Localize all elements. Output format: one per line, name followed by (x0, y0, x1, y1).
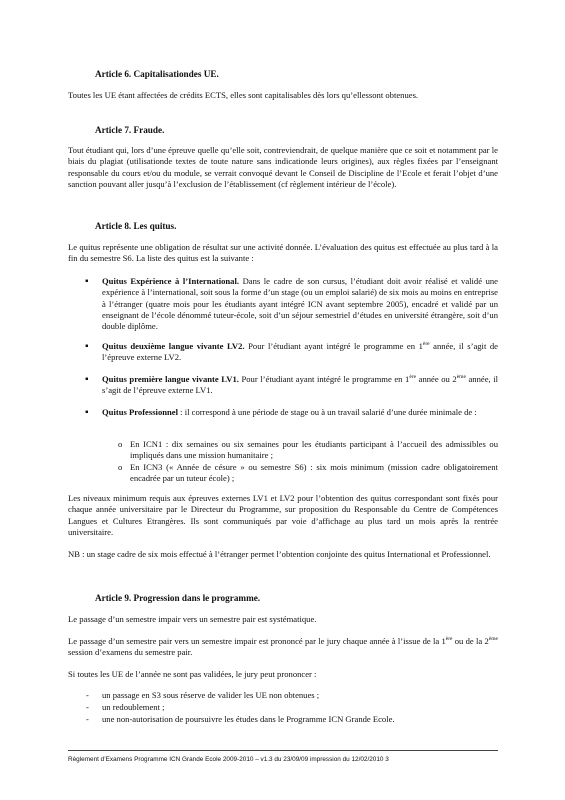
bullet-marker: ▪ (85, 341, 89, 352)
article-6-title: Article 6. Capitalisationdes UE. (95, 69, 219, 79)
dash-marker: - (86, 714, 89, 724)
quitus-lv2-desc-a: Pour l’étudiant ayant intégré le programme en 1 (244, 341, 423, 351)
quitus-lv1-desc-b: année ou 2 (416, 374, 457, 384)
icn1-sub-text: En ICN1 : dix semaines ou six semaines pour les étudiants participant à l’accueil des admissibles ou impliqués dans une mission humanitaire ; (130, 439, 498, 461)
page-footer: Règlement d’Examens Programme ICN Grande Ecole 2009-2010 – v1.3 du 23/09/09 impression du 12/02/2010 3 (68, 756, 389, 763)
quitus-lv1-desc-c: année, il s’agit de l’épreuve externe LV1. (102, 374, 499, 396)
article-9-paragraph-3: Si toutes les UE de l’année ne sont pas validées, le jury peut prononcer : (68, 669, 317, 679)
article-8-levels-paragraph: Les niveaux minimum requis aux épreuves externes LV1 et LV2 pour l’obtention des quitus correspondant sont fixés pour chaque année universitaire par le Directeur du Programme, sur proposition du Responsable du Centre de Compétences Langues et Cultures Etrangères. Ils sont communiqués par voie d’affichage au plus tard un mois après la rentrée universitaire. (68, 493, 498, 537)
quitus-lv2-text (102, 341, 498, 364)
article-8-title: Article 8. Les quitus. (95, 221, 177, 231)
article-9-title: Article 9. Progression dans le programme. (95, 593, 261, 603)
dash-item-text: un passage en S3 sous réserve de valider les UE non obtenues ; (102, 690, 320, 700)
quitus-international-text (102, 276, 498, 332)
superscript: ère (445, 636, 453, 642)
superscript: ème (488, 636, 498, 642)
icn3-sub-text: En ICN3 (« Année de césure » ou semestre S6) : six mois minimum (mission cadre obligatoirement encadrée par un tuteur école) ; (130, 462, 498, 484)
sub-bullet-marker: o (118, 439, 123, 449)
article-7-paragraph: Tout étudiant qui, lors d’une épreuve quelle qu’elle soit, contreviendrait, de quelque manière que ce soit et notamment par le biais du plagiat (utilisationde textes de toute nature sans indicationde leurs origines), aux règles fixées par l’enseignant responsable du cours et/ou du module, se verrait convoqué devant le Conseil de Discipline de l’Ecole et ferait l’objet d’une sanction pouvant aller jusqu’à l’exclusion de l’établissement (cf règlement intérieur de l’école). (68, 145, 498, 189)
article-9-paragraph-1: Le passage d’un semestre impair vers un semestre pair est systématique. (68, 614, 317, 624)
quitus-international-desc: Dans le cadre de son cursus, l’étudiant doit avoir réalisé et validé une expérience à l’international, soit sous la forme d’un stage (ou un emploi salarié) de six mois au moins en entreprise à l’étranger (quatre mois pour les étudiants ayant intégré ICN avant septembre 2005), encadré et validé par un enseignant de l’école dénommé tuteur-école, soit d’un séjour semestriel d’études en université étrangère, soit d’un double diplôme. (102, 276, 499, 332)
article-9-p2-b: ou de la 2 (452, 636, 489, 646)
sub-bullet-marker: o (118, 462, 123, 472)
dash-marker: - (86, 690, 89, 700)
article-9-p2-a: Le passage d’un semestre pair vers un semestre impair est prononcé par le jury chaque année à l’issue de la 1 (68, 636, 446, 646)
dash-marker: - (86, 702, 89, 712)
quitus-lv2-label: Quitus deuxième langue vivante LV2. (102, 341, 245, 351)
footer-rule (68, 750, 498, 751)
superscript: ère (409, 374, 417, 380)
quitus-international-label: Quitus Expérience à l’International. (102, 276, 239, 286)
article-8-intro: Le quitus représente une obligation de résultat sur une activité donnée. L’évaluation des quitus est effectuée au plus tard à la fin du semestre S6. La liste des quitus est la suivante : (68, 242, 498, 264)
bullet-marker: ▪ (85, 407, 89, 418)
article-9-paragraph-2 (68, 636, 498, 659)
quitus-lv2-desc-b: année, il s’agit de l’épreuve externe LV2. (102, 341, 498, 363)
quitus-lv1-label: Quitus première langue vivante LV1. (102, 374, 239, 384)
article-6-paragraph: Toutes les UE étant affectées de crédits ECTS, elles sont capitalisables dès lors qu’ellessont obtenues. (68, 90, 419, 100)
quitus-lv1-text (102, 374, 498, 397)
quitus-professionnel-desc: : il correspond à une période de stage ou à un travail salarié d’une durée minimale de : (178, 407, 477, 417)
quitus-professionnel-label: Quitus Professionnel (102, 407, 179, 417)
article-7-title: Article 7. Fraude. (95, 125, 165, 135)
article-9-p2-c: session d’examens du semestre pair. (68, 647, 193, 658)
superscript: ère (422, 341, 430, 347)
bullet-marker: ▪ (85, 276, 89, 287)
article-8-nb-paragraph: NB : un stage cadre de six mois effectué à l’étranger permet l’obtention conjointe des quitus International et Professionnel. (68, 549, 491, 559)
quitus-lv1-desc-a: Pour l’étudiant ayant intégré le programme en 1 (238, 374, 410, 384)
quitus-professionnel-text (102, 407, 498, 418)
superscript: ème (456, 374, 466, 380)
dash-item-text: une non-autorisation de poursuivre les études dans le Programme ICN Grande Ecole. (102, 714, 395, 724)
dash-item-text: un redoublement ; (102, 702, 165, 712)
bullet-marker: ▪ (85, 374, 89, 385)
